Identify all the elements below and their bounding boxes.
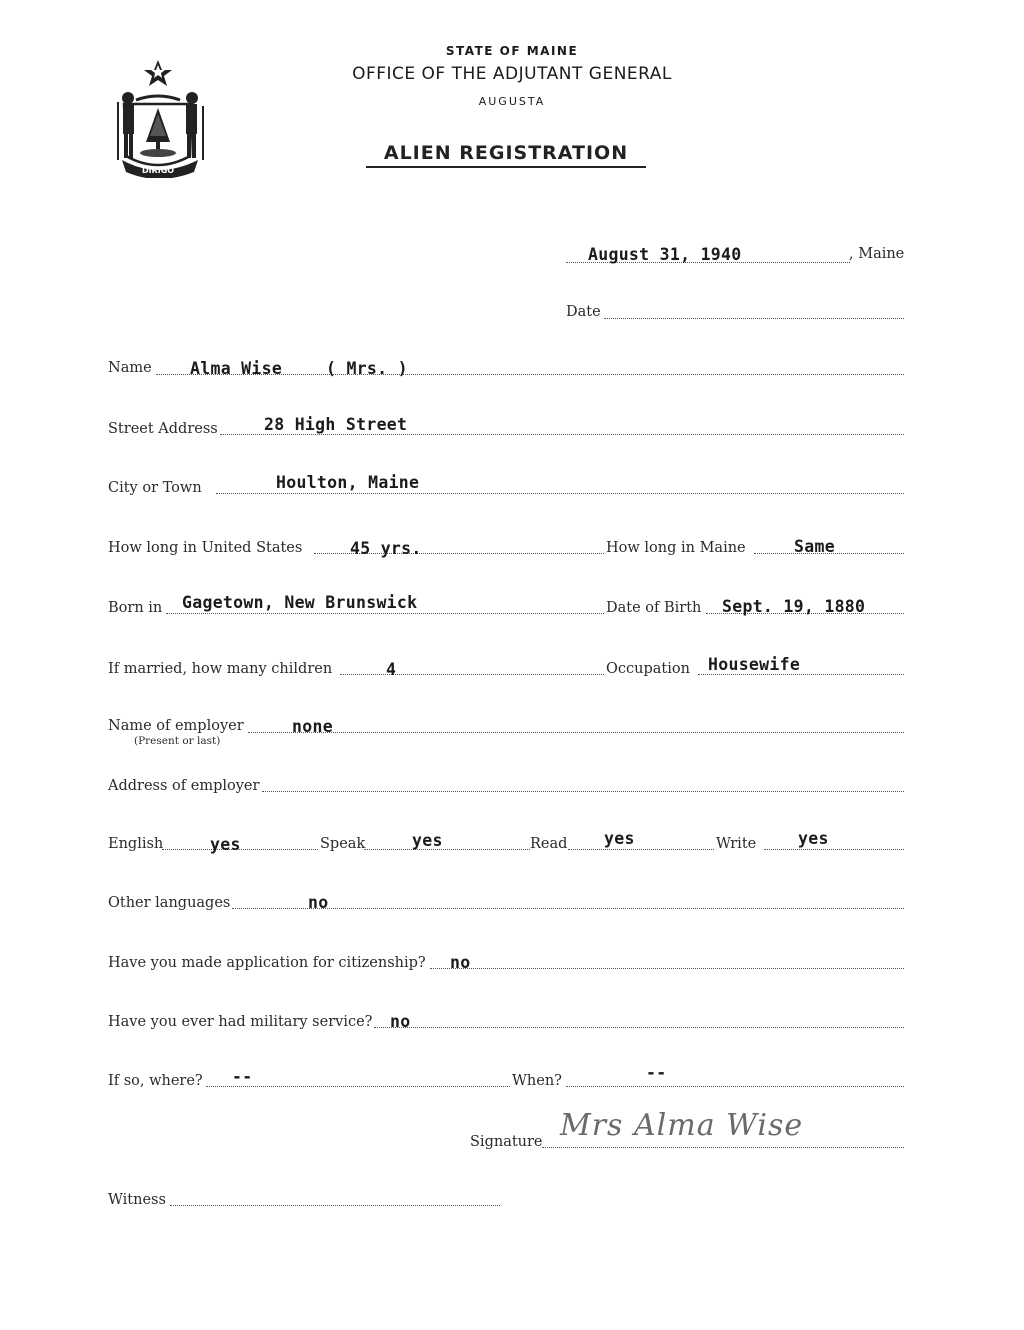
born-in-value[interactable]: Gagetown, New Brunswick <box>182 593 418 612</box>
how-long-us-value[interactable]: 45 yrs. <box>350 539 422 558</box>
employer-sublabel: (Present or last) <box>134 735 221 747</box>
write-label: Write <box>716 836 757 852</box>
employer-address-label: Address of employer <box>108 778 260 794</box>
citizenship-value[interactable]: no <box>450 953 471 972</box>
children-label: If married, how many children <box>108 661 333 677</box>
witness-label: Witness <box>108 1192 166 1208</box>
military-dots <box>374 1027 904 1028</box>
date-of-birth-value[interactable]: Sept. 19, 1880 <box>722 597 866 616</box>
employer-label: Name of employer <box>108 718 244 734</box>
when-value[interactable]: -- <box>646 1063 667 1082</box>
read-dots <box>568 849 714 850</box>
place-date-value[interactable]: August 31, 1940 <box>588 245 742 264</box>
city-dots <box>216 493 904 494</box>
military-label: Have you ever had military service? <box>108 1014 373 1030</box>
citizenship-dots <box>430 968 904 969</box>
write-dots <box>764 849 904 850</box>
read-label: Read <box>530 836 568 852</box>
office-heading: OFFICE OF THE ADJUTANT GENERAL <box>352 64 672 84</box>
where-label: If so, where? <box>108 1073 203 1089</box>
how-long-maine-value[interactable]: Same <box>794 537 835 556</box>
write-value[interactable]: yes <box>798 829 829 848</box>
english-value[interactable]: yes <box>210 835 241 854</box>
children-dots <box>340 674 604 675</box>
signature-value[interactable]: Mrs Alma Wise <box>560 1108 804 1143</box>
read-value[interactable]: yes <box>604 829 635 848</box>
name-label: Name <box>108 360 152 376</box>
english-label: English <box>108 836 164 852</box>
city-label: City or Town <box>108 480 202 496</box>
witness-field[interactable] <box>170 1205 500 1206</box>
place-date-suffix: , Maine <box>849 246 905 262</box>
employer-value[interactable]: none <box>292 717 333 736</box>
how-long-us-label: How long in United States <box>108 540 303 556</box>
citizenship-label: Have you made application for citizenship? <box>108 955 426 971</box>
occupation-value[interactable]: Housewife <box>708 655 801 674</box>
when-dots <box>566 1086 904 1087</box>
city-value[interactable]: Houlton, Maine <box>276 473 420 492</box>
seal-motto: DIRIGO <box>141 166 175 175</box>
name-value[interactable]: Alma Wise <box>190 359 283 378</box>
signature-label: Signature <box>470 1134 543 1150</box>
name-title-value[interactable]: ( Mrs. ) <box>326 359 408 378</box>
military-value[interactable]: no <box>390 1012 411 1031</box>
speak-label: Speak <box>320 836 366 852</box>
street-dots <box>220 434 904 435</box>
city-heading: AUGUSTA <box>478 95 546 108</box>
where-dots <box>206 1086 510 1087</box>
street-label: Street Address <box>108 421 218 437</box>
when-label: When? <box>512 1073 562 1089</box>
state-heading: STATE OF MAINE <box>445 44 579 58</box>
other-languages-dots <box>232 908 904 909</box>
form-title: ALIEN REGISTRATION <box>366 142 646 168</box>
other-languages-label: Other languages <box>108 895 231 911</box>
date-of-birth-label: Date of Birth <box>606 600 702 616</box>
where-value[interactable]: -- <box>232 1067 253 1086</box>
how-long-maine-label: How long in Maine <box>606 540 746 556</box>
date-field[interactable] <box>604 318 904 319</box>
employer-address-field[interactable] <box>262 791 904 792</box>
employer-dots <box>248 732 904 733</box>
other-languages-value[interactable]: no <box>308 893 329 912</box>
born-in-dots <box>166 613 604 614</box>
street-value[interactable]: 28 High Street <box>264 415 408 434</box>
occupation-label: Occupation <box>606 661 690 677</box>
speak-value[interactable]: yes <box>412 831 443 850</box>
date-label: Date <box>566 304 601 320</box>
born-in-label: Born in <box>108 600 163 616</box>
speak-dots <box>364 849 530 850</box>
signature-dots <box>542 1147 904 1148</box>
occupation-dots <box>698 674 904 675</box>
children-value[interactable]: 4 <box>386 660 397 679</box>
